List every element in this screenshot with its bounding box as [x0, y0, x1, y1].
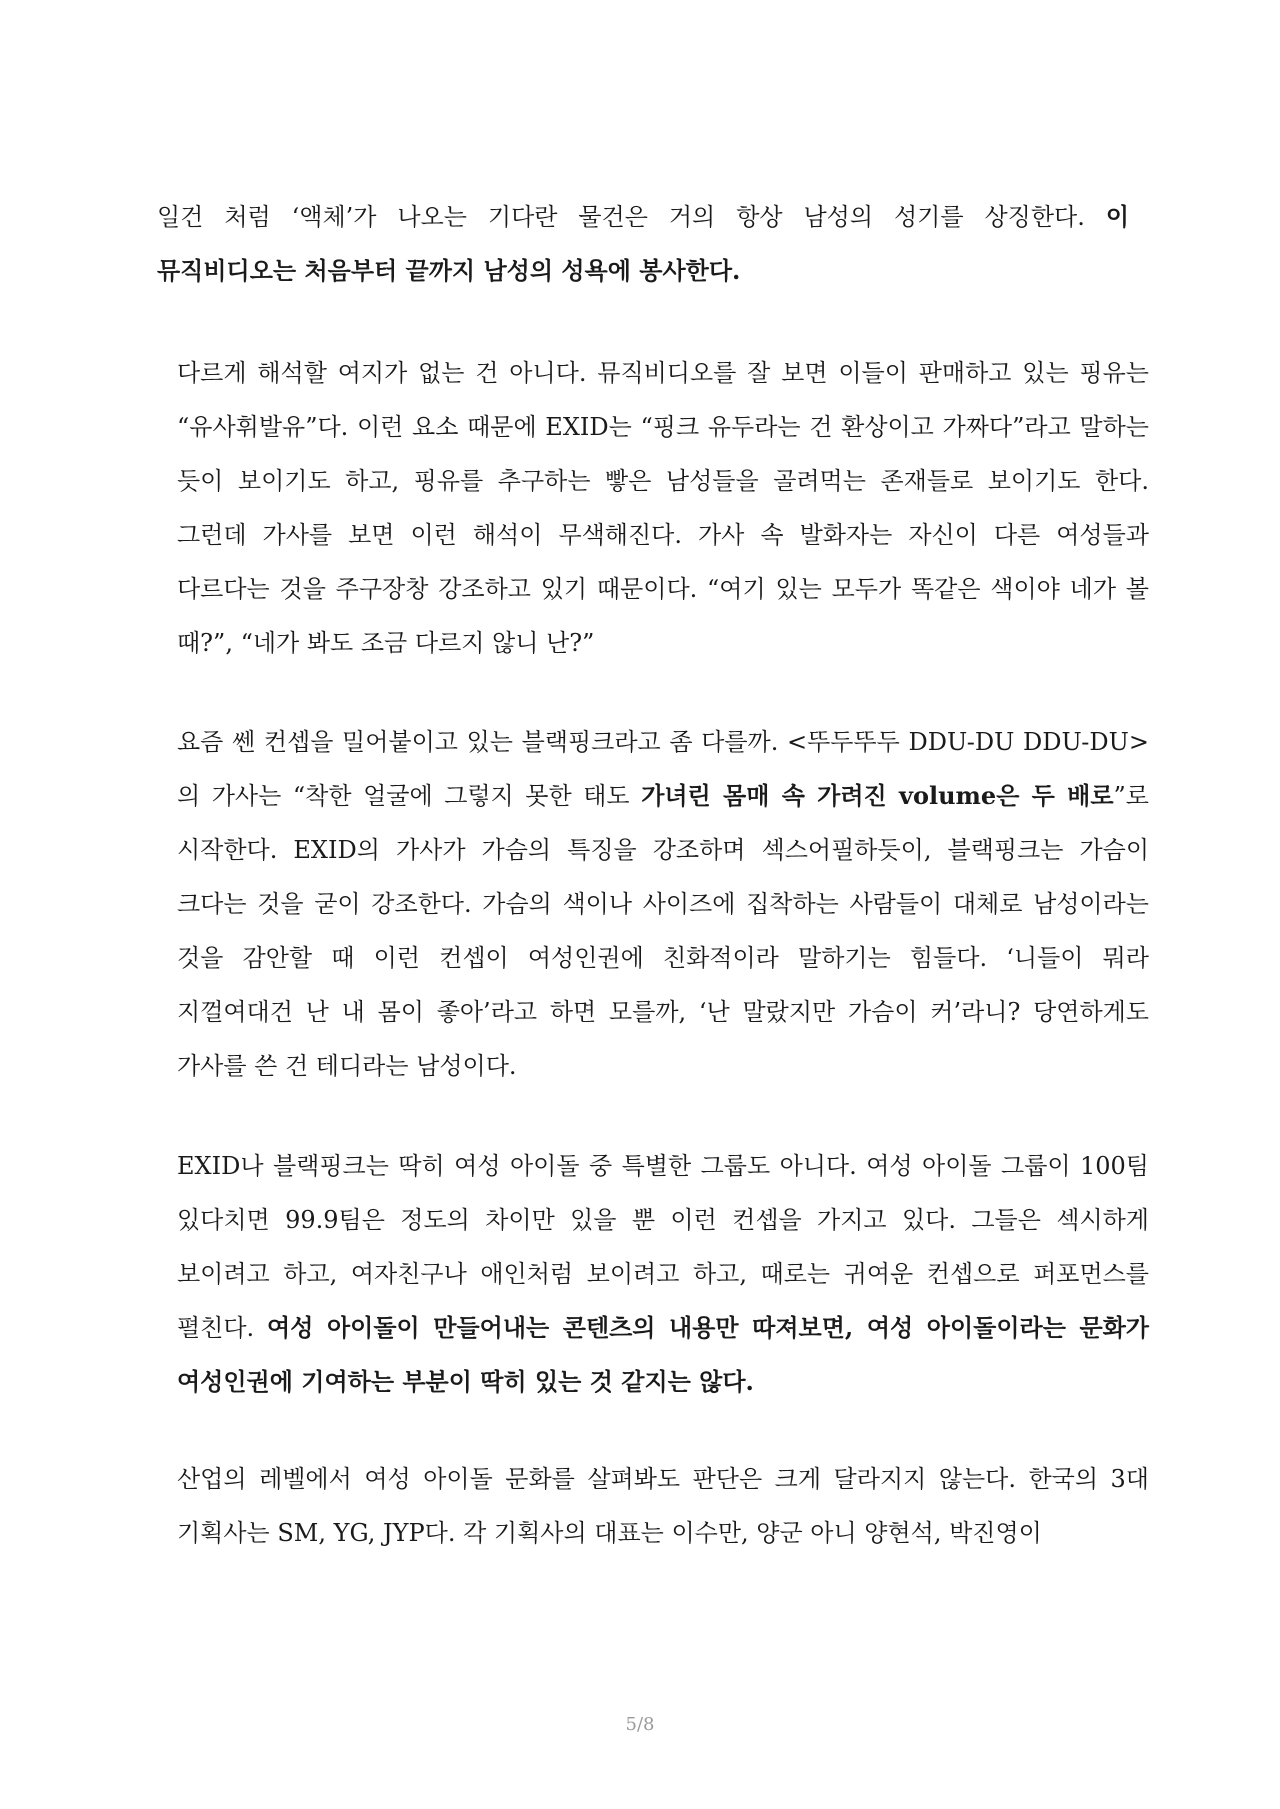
paragraph-1-text: 일건 처럼 ‘액체’가 나오는 기다란 물건은 거의 항상 남성의 성기를 상징한다.: [157, 203, 1106, 231]
paragraph-4: [157, 1139, 1149, 1409]
paragraph-3-text-a: 요즘 쎈 컨셉을 밀어붙이고 있는 블랙핑크라고 좀 다를까. <뚜두뚜두 DDU-DU DDU-DU>의 가사는 “착한 얼굴에 그렇지 못한 태도: [177, 728, 1149, 810]
paragraph-5-text: 산업의 레벨에서 여성 아이돌 문화를 살펴봐도 판단은 크게 달라지지 않는다. 한국의 3대 기획사는 SM, YG, JYP다. 각 기획사의 대표는 이수만, 양군 아니 양현석, 박진영이: [177, 1465, 1149, 1547]
paragraph-2-text: 다르게 해석할 여지가 없는 건 아니다. 뮤직비디오를 잘 보면 이들이 판매하고 있는 핑유는 “유사휘발유”다. 이런 요소 때문에 EXID는 “핑크 유두라는 건 환상이고 가짜다”라고 말하는 듯이 보이기도 하고, 핑유를 추구하는 빻은 남성들을 골려먹는 존재들로 보이기도 한다. 그런데 가사를 보면 이런 해석이 무색해진다. 가사 속 발화자는 자신이 다른 여성들과 다르다는 것을 주구장창 강조하고 있기 때문이다. “여기 있는 모두가 똑같은 색이야 네가 볼 때?”, “네가 봐도 조금 다르지 않니 난?”: [177, 359, 1149, 657]
paragraph-1: [157, 190, 1129, 298]
paragraph-4-bold: 여성 아이돌이 만들어내는 콘텐츠의 내용만 따져보면, 여성 아이돌이라는 문화가 여성인권에 기여하는 부분이 딱히 있는 것 같지는 않다.: [177, 1313, 1149, 1396]
paragraph-5: [157, 1452, 1149, 1560]
paragraph-3: [157, 715, 1149, 1093]
page-number: 5/8: [625, 1714, 655, 1735]
paragraph-3-text-b: ”로 시작한다. EXID의 가사가 가슴의 특징을 강조하며 섹스어필하듯이, 블랙핑크는 가슴이 크다는 것을 굳이 강조한다. 가슴의 색이나 사이즈에 집착하는 사람들이 대체로 남성이라는 것을 감안할 때 이런 컨셉이 여성인권에 친화적이라 말하기는 힘들다. ‘니들이 뭐라 지껄여대건 난 내 몸이 좋아’라고 하면 모를까, ‘난 말랐지만 가슴이 커’라니? 당연하게도 가사를 쓴 건 테디라는 남성이다.: [177, 782, 1149, 1080]
paragraph-3-bold: 가녀린 몸매 속 가려진 volume은 두 배로: [641, 781, 1114, 810]
paragraph-4-text: EXID나 블랙핑크는 딱히 여성 아이돌 중 특별한 그룹도 아니다. 여성 아이돌 그룹이 100팀 있다치면 99.9팀은 정도의 차이만 있을 뿐 이런 컨셉을 가지고 있다. 그들은 섹시하게 보이려고 하고, 여자친구나 애인처럼 보이려고 하고, 때로는 귀여운 컨셉으로 퍼포먼스를 펼친다.: [177, 1152, 1149, 1342]
paragraph-1-bold: 이 뮤직비디오는 처음부터 끝까지 남성의 성욕에 봉사한다.: [157, 202, 1129, 285]
paragraph-2: [157, 346, 1149, 670]
